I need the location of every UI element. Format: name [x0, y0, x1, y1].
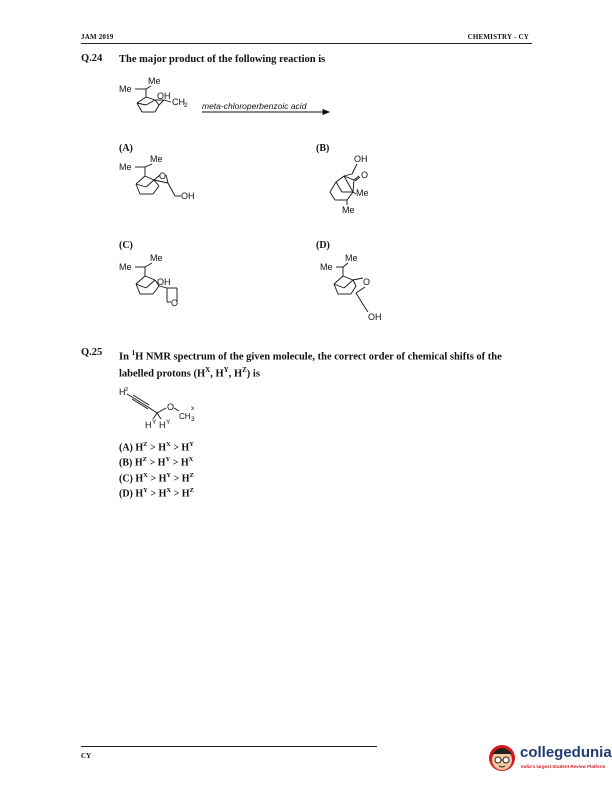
q24-b-ketone-o: O — [361, 170, 369, 180]
q24-question-text: The major product of the following reaction is — [119, 54, 326, 65]
q25-mol-ch3: CH — [179, 412, 191, 421]
q24-option-d-structure — [310, 250, 420, 322]
q24-reactant-ch2: CH — [172, 97, 185, 107]
q25-line1-sup: 1 — [131, 349, 136, 357]
q25-option-d: (D) $H^Y > H^X > H^Z$ — [119, 486, 194, 500]
q25-option-a: (A) $H^Z > H^X > H^Y$ — [119, 441, 194, 454]
header-rule — [81, 43, 532, 44]
q24-d-me-top: Me — [345, 253, 358, 263]
header-exam: JAM 2019 — [81, 33, 114, 41]
q24-reagent: meta-chloroperbenzoic acid — [202, 101, 307, 111]
logo-tagline: India's largest Student Review Platform — [521, 764, 606, 769]
q25-mol-h-y1: H — [145, 420, 152, 430]
q24-c-oxetane-o: O — [171, 298, 179, 308]
mascot-icon — [486, 738, 520, 778]
q24-a-epoxide-o: O — [159, 171, 167, 181]
q25-mol-y1: Y — [152, 419, 157, 426]
q25-mol-z: z — [125, 386, 129, 393]
q24-b-me-right: Me — [356, 188, 369, 198]
q25-option-c: (C) $H^X > H^Y > H^Z$ — [119, 471, 194, 484]
q24-reactant-me-top: Me — [148, 76, 161, 86]
q24-reactant-oh: OH — [157, 91, 171, 101]
q24-option-c-label: (C) — [119, 240, 133, 251]
q24-reactant-me-left: Me — [119, 84, 132, 94]
footer-code: CY — [81, 752, 92, 760]
q24-reactant-ch2-sub: 2 — [184, 102, 188, 109]
q24-c-me-left: Me — [119, 262, 132, 272]
q25-mol-ch3-sub: 3 — [191, 416, 195, 423]
q25-mol-x: x — [191, 405, 195, 412]
q25-line2: labelled protons (H — [119, 368, 206, 379]
q24-a-me-left: Me — [119, 162, 132, 172]
q24-b-me-bottom: Me — [342, 205, 355, 215]
q25-line1-post: H NMR spectrum of the given molecule, the correct order of chemical shifts of the — [135, 351, 502, 363]
q25-question-text: In $^1$H NMR spectrum of the given molecule, the correct order of chemical shifts of the labelled protons ($H^X$, $H^Y$, $H^Z$) is — [119, 349, 502, 379]
q25-option-b: (B) $H^Z > H^Y > H^X$ — [119, 456, 194, 469]
collegedunia-logo — [486, 738, 612, 778]
q24-a-me-top: Me — [150, 154, 163, 164]
q24-option-a-label: (A) — [119, 143, 133, 154]
q24-d-me-left: Me — [320, 262, 333, 272]
q24-option-d-label: (D) — [316, 240, 330, 251]
q24-option-a-structure — [115, 152, 225, 214]
q24-a-oh: OH — [181, 191, 195, 201]
q25-molecule-structure — [115, 383, 205, 435]
q25-line2-y: Y — [223, 365, 229, 374]
footer-rule — [81, 746, 377, 747]
logo-name: collegedunia — [520, 744, 612, 761]
q25-line2-end: ) is — [246, 368, 260, 379]
q25-line2-z: Z — [242, 365, 247, 374]
q25-line2-x: X — [205, 365, 211, 374]
q24-number: Q.24 — [81, 53, 103, 64]
q25-line1-pre: In — [119, 351, 132, 363]
q25-mol-h-y2: H — [159, 420, 166, 430]
q24-reactant-structure — [115, 72, 345, 127]
header-subject: CHEMISTRY - CY — [467, 33, 529, 41]
q25-number: Q.25 — [81, 347, 103, 358]
q24-option-c-structure — [115, 250, 225, 320]
q24-b-oh: OH — [354, 154, 368, 164]
q24-option-b-structure — [300, 152, 410, 217]
q24-option-b-label: (B) — [316, 143, 330, 154]
q24-d-oh: OH — [368, 312, 382, 322]
q25-mol-y2: Y — [166, 419, 171, 426]
q25-answer-options — [119, 439, 194, 500]
q24-c-oh: OH — [157, 277, 171, 287]
q24-d-ring-o: O — [363, 277, 371, 287]
q24-c-me-top: Me — [150, 253, 163, 263]
q25-mol-o: O — [167, 402, 175, 412]
q25-mol-h-z: H — [119, 387, 126, 397]
